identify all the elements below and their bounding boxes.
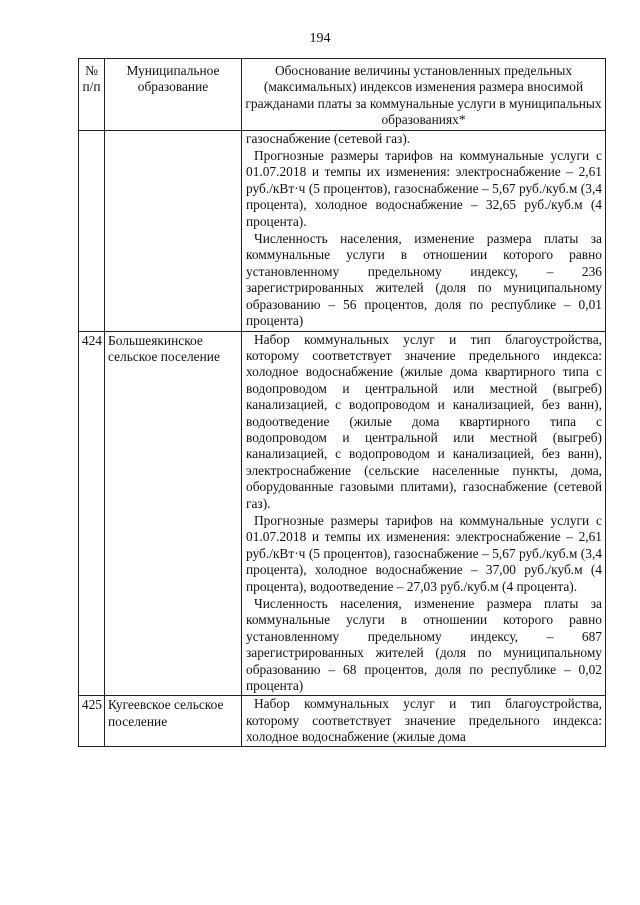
table-row-425 (79, 696, 606, 747)
paragraph: Численность населения, изменение размера платы за коммунальные услуги в отношении которого равно установленному предельному индексу, – 687 зарегистрированных жителей (доля по муниципальному образованию – 68 процентов, доля по республике – 0,02 процента) (246, 596, 602, 694)
table-row-continuation (79, 130, 606, 331)
municipality-cell (105, 130, 242, 331)
row-number-cell (79, 130, 105, 331)
paragraph: Прогнозные размеры тарифов на коммунальные услуги с 01.07.2018 и темпы их изменения: электроснабжение – 2,61 руб./кВт·ч (5 процентов), газоснабжение – 5,67 руб./куб.м (3,4 процента), холодное водоснабжение – 37,00 руб./куб.м (4 процента), водоотведение – 27,03 руб./куб.м (4 процента). (246, 512, 602, 594)
paragraph: Набор коммунальных услуг и тип благоустройства, которому соответствует значение предельного индекса: холодное водоснабжение (жилые дома квартирного типа с водопроводом и центральной или местной (выгреб) канализацией, с водопроводом и канализацией, без ванн), водоотведение (жилые дома квартирного типа с водопроводом и центральной или местной (выгреб) канализацией, с водопроводом и канализацией, без ванн), электроснабжение (сельские населенные пункты, дома, оборудованные газовыми плитами), газоснабжение (сетевой газ). (246, 331, 602, 511)
table-header-row (79, 59, 606, 131)
paragraph: Прогнозные размеры тарифов на коммунальные услуги с 01.07.2018 и темпы их изменения: электроснабжение – 2,61 руб./кВт·ч (5 процентов), газоснабжение – 5,67 руб./куб.м (3,4 процента), холодное водоснабжение – 32,65 руб./куб.м (4 процента). (246, 148, 602, 229)
row-number-cell: 425 (79, 696, 105, 747)
justification-cell (242, 130, 606, 331)
header-municipality: Муниципальное образование (105, 59, 242, 131)
row-number-cell: 424 (79, 331, 105, 696)
truncated-cell-content (246, 696, 602, 745)
paragraph: Численность населения, изменение размера платы за коммунальные услуги в отношении которого равно установленному предельному индексу, – 236 зарегистрированных жителей (доля по муниципальному образованию – 56 процентов, доля по республике – 0,01 процента) (246, 231, 602, 329)
header-justification: Обоснование величины установленных предельных (максимальных) индексов изменения размера вносимой гражданами платы за коммунальные услуги в муниципальных образованиях* (242, 59, 606, 131)
table-row-424 (79, 331, 606, 696)
header-number: № п/п (79, 59, 105, 131)
justification-cell (242, 331, 606, 696)
municipality-cell: Большеякинское сельское поселение (105, 331, 242, 696)
page-number: 194 (309, 31, 331, 46)
justification-cell (242, 696, 606, 747)
municipality-cell: Кугеевское сельское поселение (105, 696, 242, 747)
tariff-index-table (78, 58, 606, 747)
paragraph: Набор коммунальных услуг и тип благоустройства, которому соответствует значение предельного индекса: холодное водоснабжение (жилые дома (246, 696, 602, 745)
paragraph: газоснабжение (сетевой газ). (246, 130, 411, 146)
